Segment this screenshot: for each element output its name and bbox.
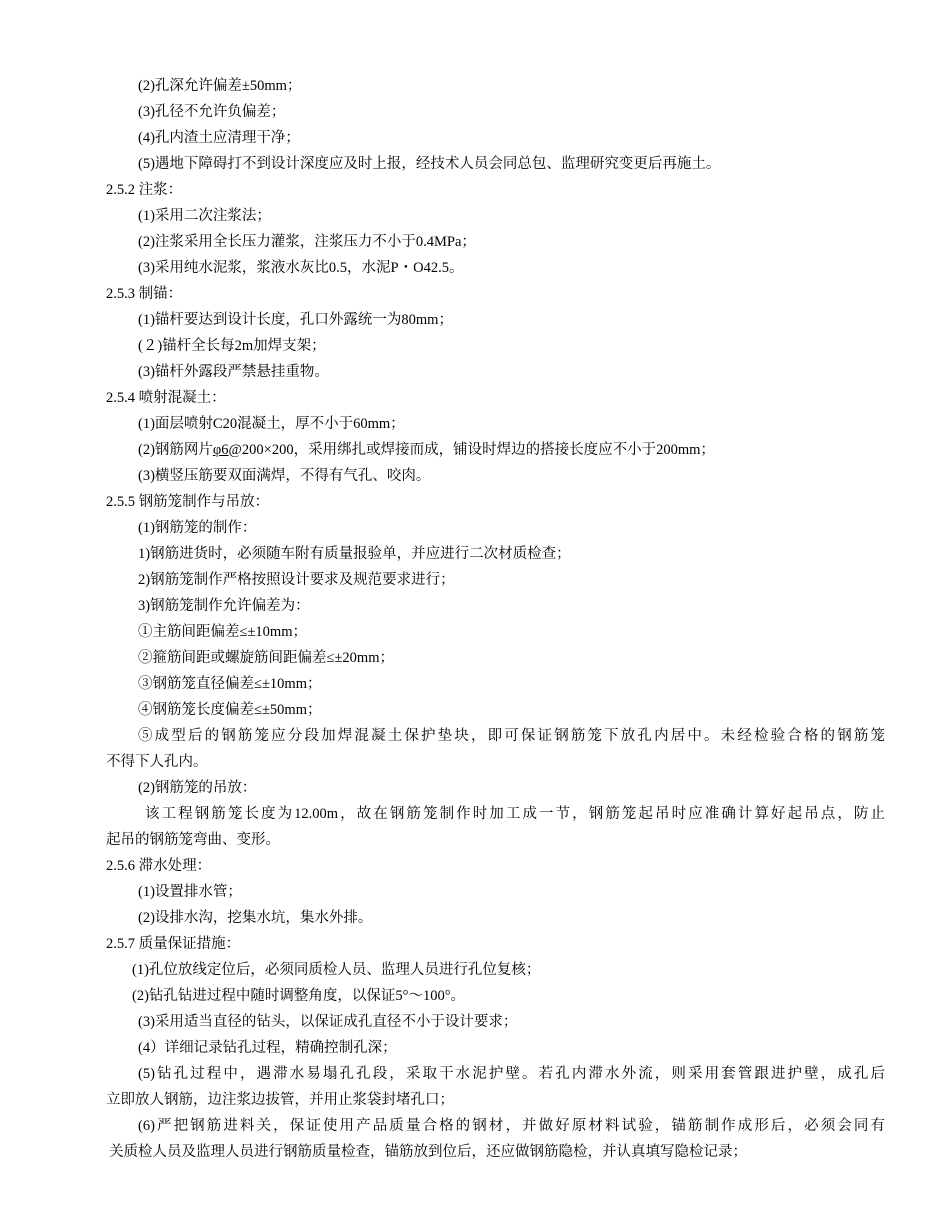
text-line: ②箍筋间距或螺旋筋间距偏差≤±20mm； bbox=[138, 650, 394, 666]
text-line: ⑤成型后的钢筋笼应分段加焊混凝土保护垫块，即可保证钢筋笼下放孔内居中。未经检验合格的钢筋笼 bbox=[138, 728, 885, 744]
text-line: 2)钢筋笼制作严格按照设计要求及规范要求进行； bbox=[138, 572, 455, 588]
text-line: (2)钻孔钻进过程中随时调整角度，以保证5°～100°。 bbox=[132, 988, 466, 1004]
section-heading: 2.5.2 注浆： bbox=[106, 182, 183, 198]
section-heading: 2.5.3 制锚： bbox=[106, 286, 183, 302]
text-line: (3)横竖压筋要双面满焊，不得有气孔、咬肉。 bbox=[138, 468, 431, 484]
text-line: (6)严把钢筋进料关，保证使用产品质量合格的钢材，并做好原材料试验，锚筋制作成形后，必须会同有 bbox=[138, 1118, 885, 1134]
text-line: (3)采用纯水泥浆，浆液水灰比0.5，水泥P・O42.5。 bbox=[138, 260, 464, 276]
text-line: (3)孔径不允许负偏差； bbox=[138, 104, 286, 120]
section-heading: 2.5.5 钢筋笼制作与吊放： bbox=[106, 494, 270, 510]
text-line: (3)采用适当直径的钻头，以保证成孔直径不小于设计要求； bbox=[138, 1014, 518, 1030]
text-line: 该工程钢筋笼长度为12.00m，故在钢筋笼制作时加工成一节，钢筋笼起吊时应准确计算好起吊点，防止 bbox=[145, 806, 885, 822]
text-line: (5)钻孔过程中，遇滞水易塌孔孔段，采取干水泥护壁。若孔内滞水外流，则采用套管跟进护壁，成孔后 bbox=[138, 1066, 885, 1082]
section-heading: 2.5.6 滞水处理： bbox=[106, 858, 212, 874]
text-line: (3)锚杆外露段严禁悬挂重物。 bbox=[138, 364, 329, 380]
text-line: (4）详细记录钻孔过程，精确控制孔深； bbox=[138, 1040, 397, 1056]
text-line: (1)钢筋笼的制作： bbox=[138, 520, 257, 536]
rebar-symbol: φ6 bbox=[212, 442, 229, 458]
text-line: 1)钢筋进货时，必须随车附有质量报验单，并应进行二次材质检查； bbox=[138, 546, 571, 562]
text-line: (２)锚杆全长每2m加焊支架； bbox=[138, 338, 326, 354]
section-heading: 2.5.7 质量保证措施： bbox=[106, 936, 241, 952]
text-line: 起吊的钢筋笼弯曲、变形。 bbox=[106, 832, 280, 848]
text-line: (1)面层喷射C20混凝土，厚不小于60mm； bbox=[138, 416, 405, 432]
text-line: 3)钢筋笼制作允许偏差为： bbox=[138, 598, 310, 614]
text-line: ①主筋间距偏差≤±10mm； bbox=[138, 624, 307, 640]
text-line: (1)采用二次注浆法； bbox=[138, 208, 271, 224]
text-line: (4)孔内渣土应清理干净； bbox=[138, 130, 300, 146]
text-line: 关质检人员及监理人员进行钢筋质量检查，锚筋放到位后，还应做钢筋隐检，并认真填写隐检记录； bbox=[109, 1144, 747, 1160]
text-line: (2)孔深允许偏差±50mm； bbox=[138, 78, 302, 94]
text-line: 立即放人钢筋，边注浆边拔管，并用止浆袋封堵孔口； bbox=[106, 1092, 454, 1108]
text-line: ④钢筋笼长度偏差≤±50mm； bbox=[138, 702, 322, 718]
section-heading: 2.5.4 喷射混凝土： bbox=[106, 390, 226, 406]
text-line: ③钢筋笼直径偏差≤±10mm； bbox=[138, 676, 322, 692]
text-line bbox=[138, 440, 715, 460]
text-line: (1)设置排水管； bbox=[138, 884, 242, 900]
text-line: (2)设排水沟，挖集水坑，集水外排。 bbox=[138, 910, 373, 926]
text-segment: (2)钢筋网片 bbox=[138, 442, 213, 458]
text-line: (2)钢筋笼的吊放： bbox=[138, 780, 257, 796]
text-line: (1)锚杆要达到设计长度，孔口外露统一为80mm； bbox=[138, 312, 453, 328]
text-line: (1)孔位放线定位后，必须同质检人员、监理人员进行孔位复核； bbox=[132, 962, 541, 978]
text-segment: @200×200，采用绑扎或焊接而成，铺设时焊边的搭接长度应不小于200mm； bbox=[228, 442, 715, 458]
text-line: (5)遇地下障碍打不到设计深度应及时上报，经技术人员会同总包、监理研究变更后再施土。 bbox=[138, 156, 721, 172]
text-line: (2)注浆采用全长压力灌浆，注浆压力不小于0.4MPa； bbox=[138, 234, 476, 250]
text-line: 不得下人孔内。 bbox=[106, 754, 208, 770]
